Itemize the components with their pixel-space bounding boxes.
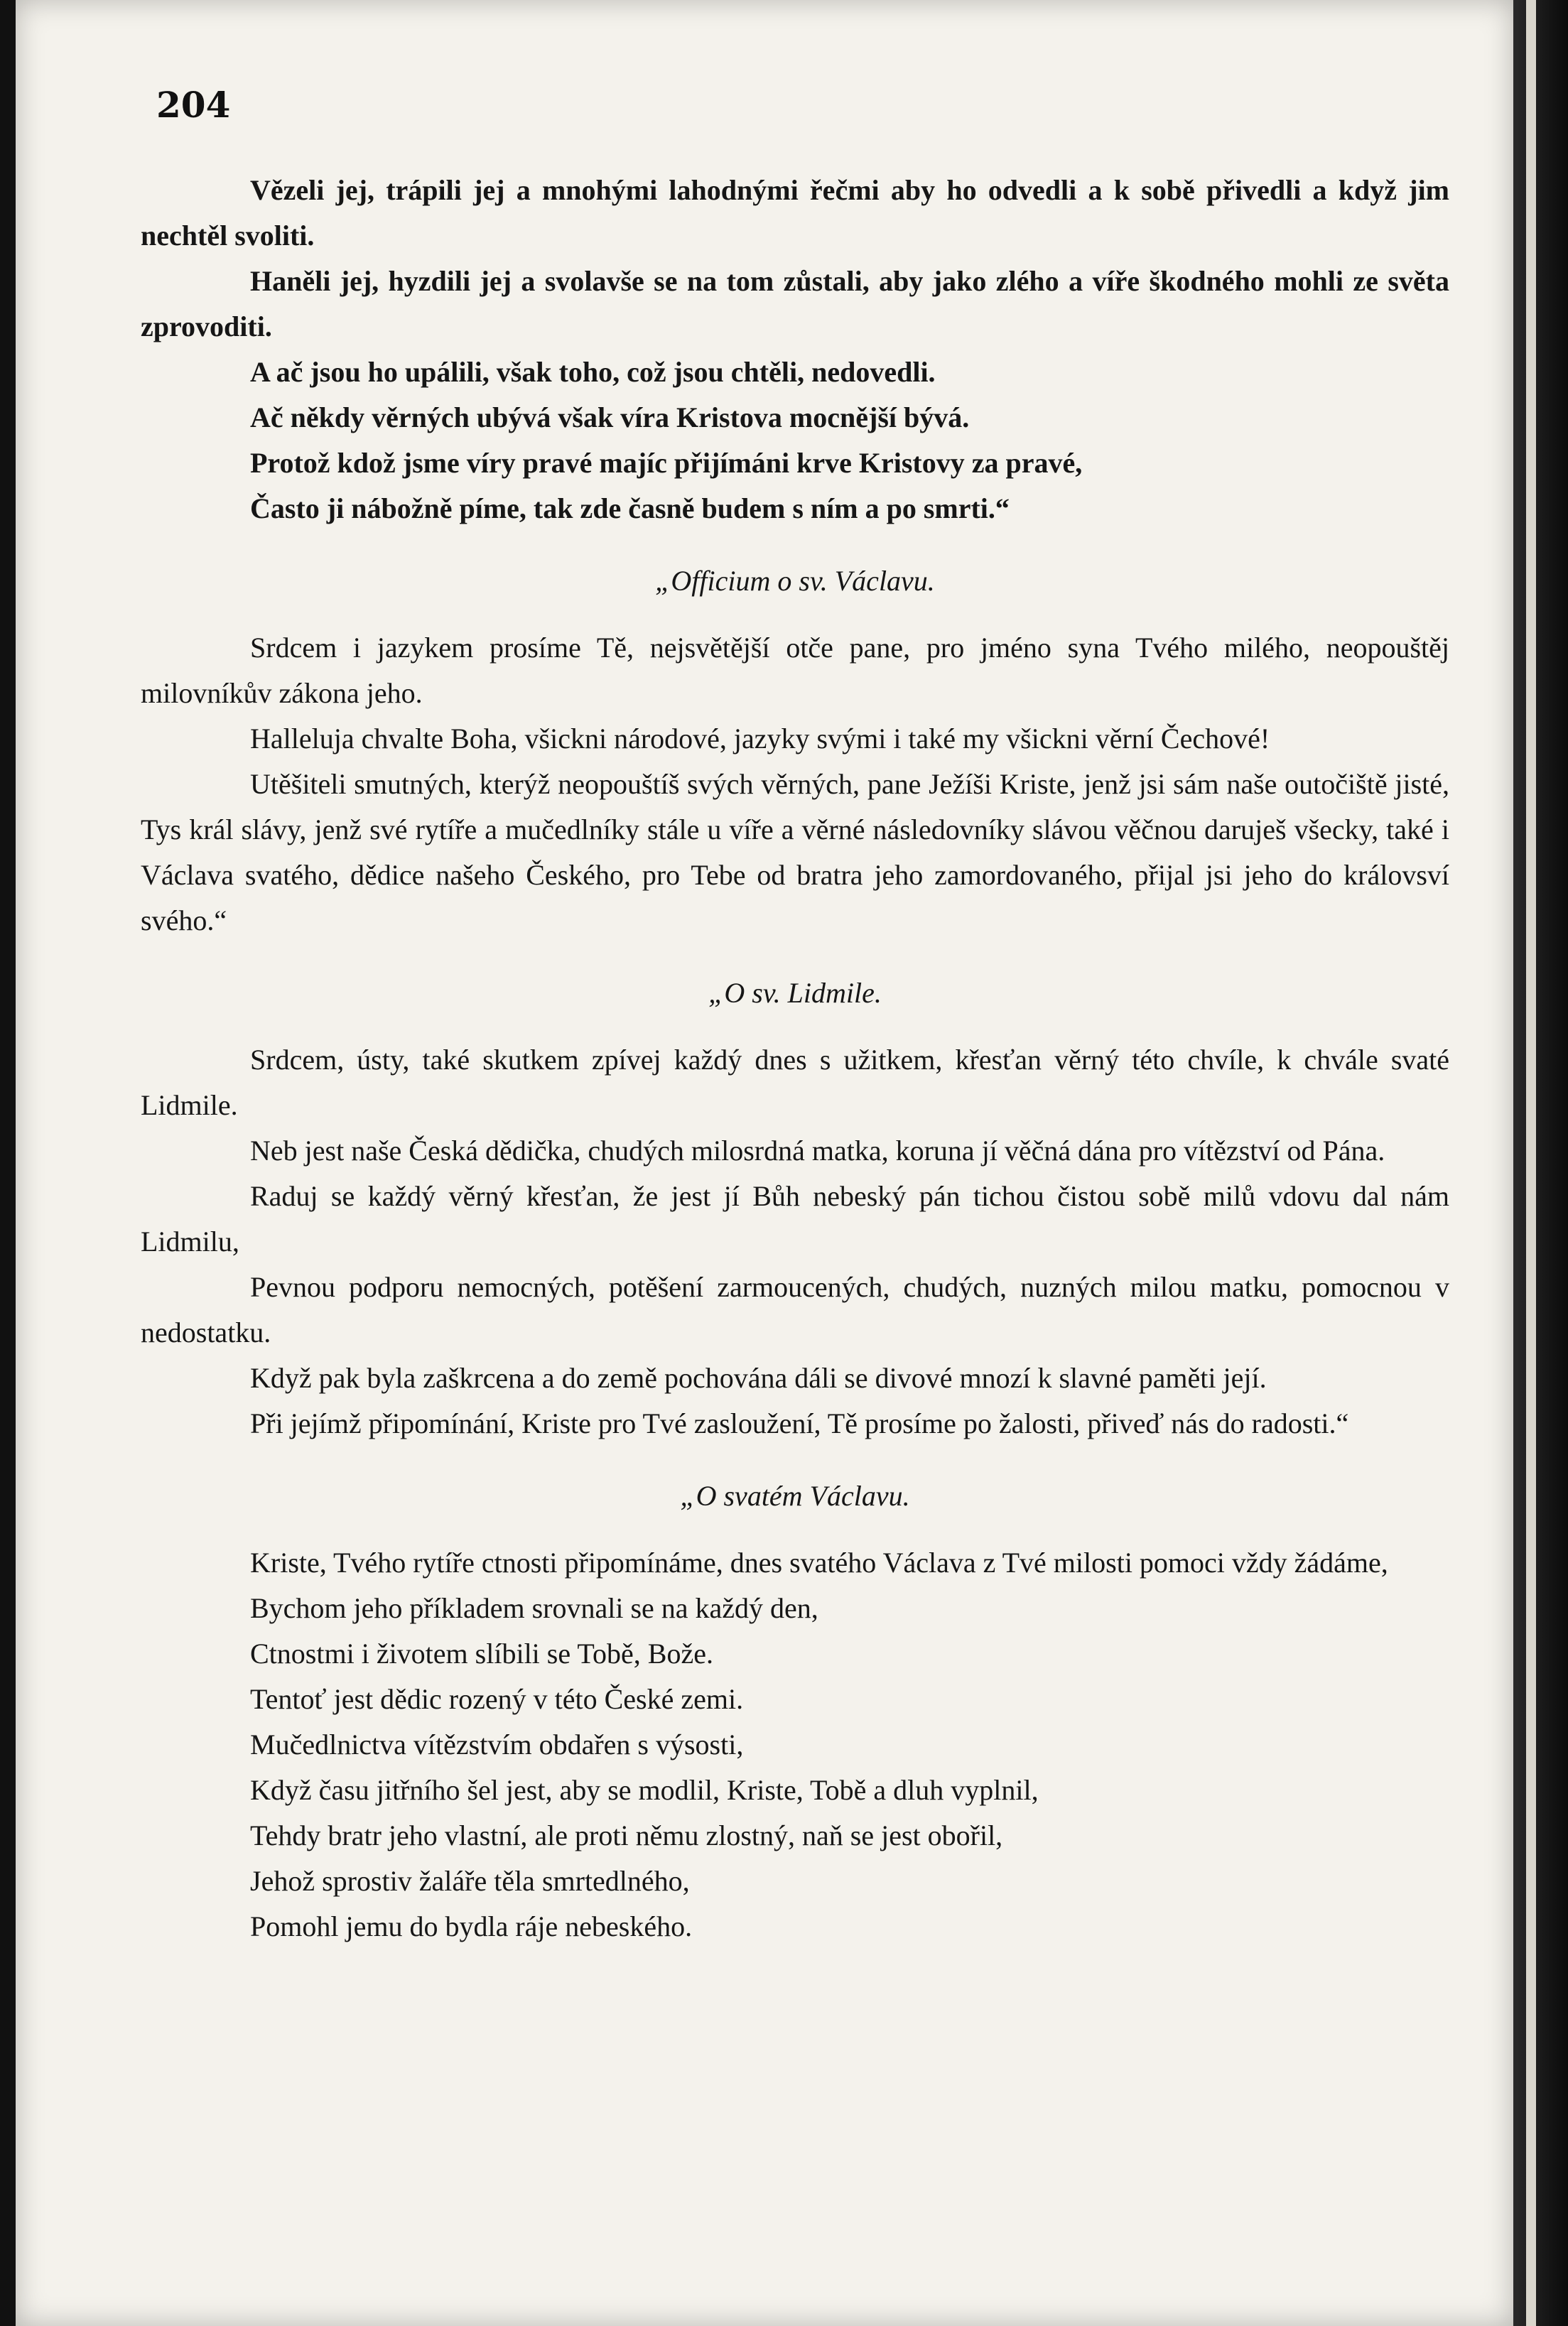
paragraph: Při jejímž připomínání, Kriste pro Tvé zasloužení, Tě prosíme po žalosti, přiveď nás do radosti.“ <box>250 1407 1349 1439</box>
verse-line: Ctnostmi i životem slíbili se Tobě, Bože. <box>250 1638 713 1670</box>
paragraph: Neb jest naše Česká dědička, chudých milosrdná matka, koruna jí věčná dána pro vítězství od Pána. <box>250 1135 1385 1167</box>
verse-line: Bychom jeho příkladem srovnali se na každý den, <box>250 1592 818 1624</box>
verse-line: Jehož sprostiv žaláře těla smrtedlného, <box>250 1865 690 1897</box>
paragraph: A ač jsou ho upálili, však toho, což jsou chtěli, nedovedli. <box>250 356 936 388</box>
book-gutter-edge <box>1513 0 1568 2326</box>
section-heading-officium: „Officium o sv. Václavu. <box>655 565 935 597</box>
paragraph: Vězeli jej, trápili jej a mnohými lahodnými řečmi aby ho odvedli a k sobě přivedli a když jim nechtěl svoliti. <box>141 174 1449 251</box>
paragraph: Pevnou podporu nemocných, potěšení zarmoucených, chudých, nuzných milou matku, pomocnou v nedostatku. <box>141 1271 1449 1348</box>
paragraph: Ač někdy věrných ubývá však víra Kristova mocnější bývá. <box>250 401 970 433</box>
verse-line: Tentoť jest dědic rozený v této České zemi. <box>250 1683 744 1715</box>
page-number: 204 <box>156 84 231 126</box>
officium-text <box>141 625 1449 943</box>
section-heading-lidmila: „O sv. Lidmile. <box>708 977 882 1009</box>
paragraph: Kriste, Tvého rytíře ctnosti připomínáme, dnes svatého Václava z Tvé milosti pomoci vždy žádáme, <box>250 1547 1388 1579</box>
adjacent-page-edge <box>1526 0 1536 2326</box>
verse-line: Tehdy bratr jeho vlastní, ale proti němu zlostný, naň se jest obořil, <box>250 1819 1003 1851</box>
verse-line: Když času jitřního šel jest, aby se modlil, Kriste, Tobě a dluh vyplnil, <box>250 1774 1039 1806</box>
lidmila-text <box>141 1037 1449 1446</box>
paragraph: Srdcem i jazykem prosíme Tě, nejsvětější otče pane, pro jméno syna Tvého milého, neopouštěj milovníkův zákona jeho. <box>141 632 1449 709</box>
page-text <box>141 168 1449 1949</box>
paragraph: Protož kdož jsme víry pravé majíc přijímáni krve Kristovy za pravé, <box>250 447 1083 479</box>
opening-verses <box>141 168 1449 531</box>
paragraph: Halleluja chvalte Boha, všickni národové, jazyky svými i také my všickni věrní Čechové! <box>250 723 1270 754</box>
section-heading-vaclav: „O svatém Václavu. <box>680 1480 910 1512</box>
paragraph: Haněli jej, hyzdili jej a svolavše se na tom zůstali, aby jako zlého a víře škodného mohli ze světa zprovoditi. <box>141 265 1449 342</box>
paragraph: Srdcem, ústy, také skutkem zpívej každý dnes s užitkem, křesťan věrný této chvíle, k chvále svaté Lidmile. <box>141 1044 1449 1121</box>
verse-line: Pomohl jemu do bydla ráje nebeského. <box>250 1910 693 1942</box>
paragraph: Raduj se každý věrný křesťan, že jest jí Bůh nebeský pán tichou čistou sobě milů vdovu dal nám Lidmilu, <box>141 1180 1449 1257</box>
verse-line: Mučedlnictva vítězstvím obdařen s výsosti, <box>250 1729 744 1760</box>
paragraph: Když pak byla zaškrcena a do země pochována dáli se divové mnozí k slavné paměti její. <box>250 1362 1267 1394</box>
paragraph: Často ji nábožně píme, tak zde časně budem s ním a po smrti.“ <box>250 492 1010 524</box>
paragraph: Utěšiteli smutných, kterýž neopouštíš svých věrných, pane Ježíši Kriste, jenž jsi sám naše outočiště jisté, Tys král slávy, jenž své rytíře a mučedlníky stále u víře a věrné následovníky slávou věčnou daruješ všecky, také i Václava svatého, dědice našeho Českého, pro Tebe od bratra jeho zamordovaného, přijal jsi jeho do královsví svého.“ <box>141 768 1449 936</box>
vaclav-text <box>141 1540 1449 1949</box>
